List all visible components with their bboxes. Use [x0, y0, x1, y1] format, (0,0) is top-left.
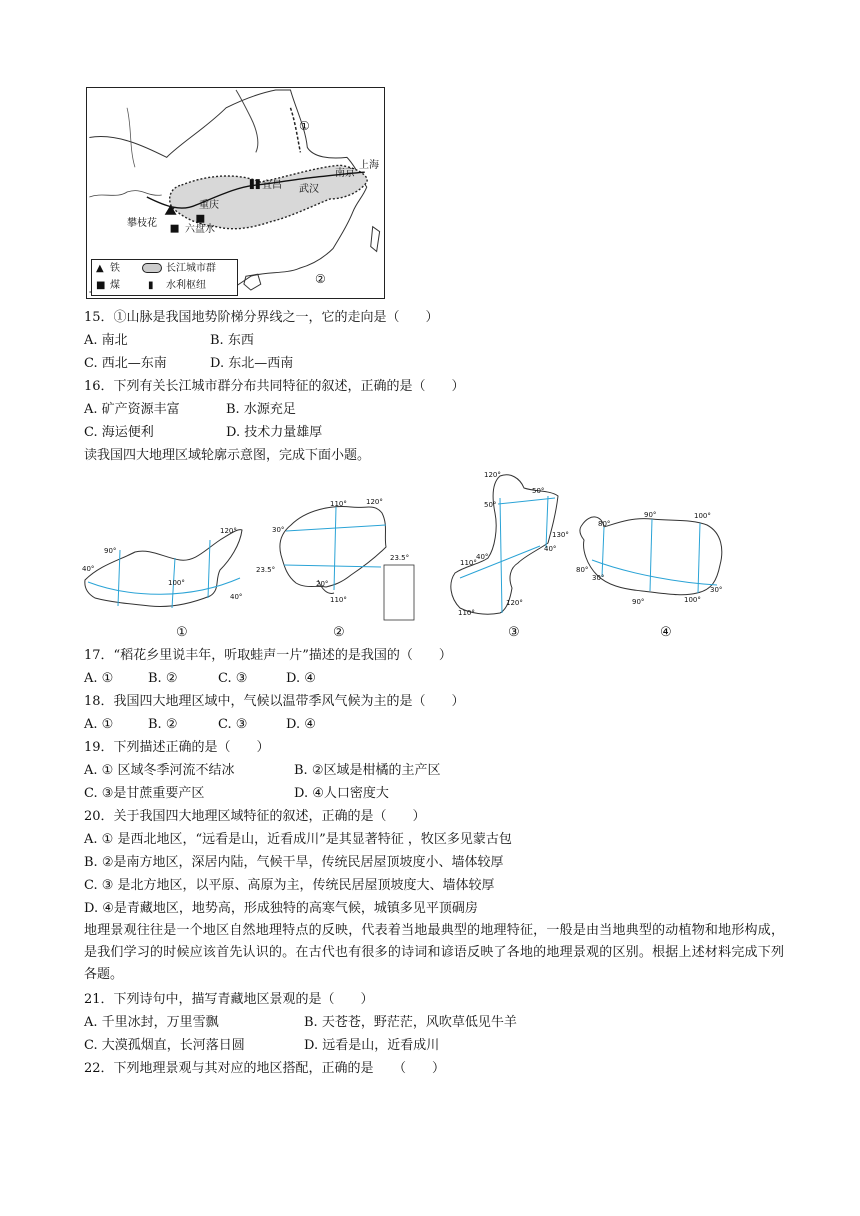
- region-3-lat-4: 40°: [544, 545, 557, 553]
- q20-option-c: C. ③ 是北方地区，以平原、高原为主，传统民居屋顶坡度大、墙体较厚: [84, 878, 495, 893]
- q19-option-d: D. ④人口密度大: [294, 786, 389, 801]
- question-22: 22．下列地理景观与其对应的地区搭配，正确的是 （ ）: [84, 1061, 446, 1076]
- question-16: 16．下列有关长江城市群分布共同特征的叙述，正确的是（ ）: [84, 379, 465, 394]
- region-3-lon-4: 120°: [506, 599, 523, 607]
- q15-option-a: A. 南北: [84, 333, 128, 348]
- region-2-lat-3: 23.5°: [390, 554, 410, 562]
- iron-icon: ▲: [96, 263, 104, 274]
- q16-option-c: C. 海运便利: [84, 425, 154, 440]
- q21-option-b: B. 天苍苍，野茫茫，风吹草低见牛羊: [304, 1015, 517, 1030]
- city-liupanshui: 六盘水: [185, 224, 215, 235]
- q20-option-b: B. ②是南方地区，深居内陆，气候干旱，传统民居屋顶坡度小、墙体较厚: [84, 855, 504, 870]
- question-19: 19．下列描述正确的是（ ）: [84, 740, 270, 755]
- legend-city-group: 长江城市群: [166, 263, 216, 274]
- city-chongqing: 重庆: [199, 200, 219, 211]
- region-map-4: [572, 505, 732, 610]
- region-1-lon-1: 90°: [104, 547, 117, 555]
- q19-option-a: A. ① 区域冬季河流不结冰: [84, 763, 235, 778]
- region-map-3: [440, 468, 575, 623]
- q19-option-b: B. ②区域是柑橘的主产区: [294, 763, 441, 778]
- region-3-lat-3: 40°: [476, 553, 489, 561]
- legend-iron: 铁: [110, 263, 120, 274]
- region-3-lon-5: 110°: [458, 609, 475, 617]
- region-1-lon-2: 100°: [168, 579, 185, 587]
- q21-option-d: D. 远看是山，近看成川: [304, 1038, 440, 1053]
- q15-option-c: C. 西北—东南: [84, 356, 167, 371]
- region-1-lat-1: 40°: [82, 565, 95, 573]
- region-4-lon-6: 100°: [684, 596, 701, 604]
- region-2-lat-4: 20°: [316, 580, 329, 588]
- region-label-2: ②: [333, 625, 345, 640]
- region-4-lon-4: 80°: [576, 566, 589, 574]
- question-17: 17．“稻花乡里说丰年，听取蛙声一片”描述的是我国的（ ）: [84, 648, 452, 663]
- q18-option-d: D. ④: [286, 717, 316, 732]
- yangtze-map: [86, 87, 385, 299]
- q21-option-c: C. 大漠孤烟直，长河落日圆: [84, 1038, 245, 1053]
- city-panzhihua: 攀枝花: [127, 218, 157, 229]
- q17-option-d: D. ④: [286, 671, 316, 686]
- city-yichang: 宜昌: [262, 180, 282, 191]
- q16-option-a: A. 矿产资源丰富: [84, 402, 180, 417]
- sea-label: ②: [315, 272, 326, 286]
- q16-option-b: B. 水源充足: [226, 402, 296, 417]
- question-20: 20．关于我国四大地理区域特征的叙述，正确的是（ ）: [84, 809, 426, 824]
- region-2-lat-2: 23.5°: [256, 566, 276, 574]
- region-map-2: [256, 495, 416, 625]
- region-1-lat-2: 40°: [230, 593, 243, 601]
- region-2-lon-2: 120°: [366, 498, 383, 506]
- q17-option-c: C. ③: [218, 671, 248, 686]
- intro-regions: 读我国四大地理区域轮廓示意图，完成下面小题。: [84, 448, 371, 463]
- region-3-lat-2: 50°: [532, 487, 545, 495]
- region-4-lon-2: 90°: [644, 511, 657, 519]
- legend-coal: 煤: [110, 280, 120, 291]
- q18-option-b: B. ②: [148, 717, 178, 732]
- coal-icon: ■: [96, 280, 106, 291]
- reading-paragraph: 地理景观往往是一个地区自然地理特点的反映，代表着当地最典型的地理特征，一般是由当地典型的动植物和地形构成，是我们学习的时候应该首先认识的。在古代也有很多的诗词和谚语反映了各地的地理景观的区别。根据上述材料完成下列各题。: [84, 923, 784, 982]
- region-4-lon-5: 90°: [632, 598, 645, 606]
- region-2-lon-3: 110°: [330, 596, 347, 604]
- region-4-lat-1: 30°: [592, 574, 605, 582]
- city-shanghai: 上海: [359, 160, 379, 171]
- region-4-lon-3: 100°: [694, 512, 711, 520]
- region-map-1: [80, 520, 250, 615]
- region-3-lon-1: 120°: [484, 471, 501, 479]
- question-21: 21．下列诗句中，描写青藏地区景观的是（ ）: [84, 992, 374, 1007]
- question-15: 15．①山脉是我国地势阶梯分界线之一，它的走向是（ ）: [84, 310, 439, 325]
- region-3-lat-1: 50°: [484, 501, 497, 509]
- q19-option-c: C. ③是甘蔗重要产区: [84, 786, 205, 801]
- q18-option-c: C. ③: [218, 717, 248, 732]
- q20-option-d: D. ④是青藏地区，地势高，形成独特的高寒气候，城镇多见平顶碉房: [84, 901, 478, 916]
- city-group-icon: [142, 263, 162, 273]
- question-18: 18．我国四大地理区域中，气候以温带季风气候为主的是（ ）: [84, 694, 465, 709]
- map-legend: [91, 259, 238, 296]
- q18-option-a: A. ①: [84, 717, 114, 732]
- city-wuhan: 武汉: [299, 184, 319, 195]
- hydro-icon: ▮: [148, 280, 154, 291]
- q15-option-b: B. 东西: [210, 333, 254, 348]
- q17-option-b: B. ②: [148, 671, 178, 686]
- region-2-lat-1: 30°: [272, 526, 285, 534]
- q16-option-d: D. 技术力量雄厚: [226, 425, 323, 440]
- region-label-1: ①: [176, 625, 188, 640]
- region-label-4: ④: [660, 625, 672, 640]
- q20-option-a: A. ① 是西北地区，“远看是山，近看成川”是其显著特征 ，牧区多见蒙古包: [84, 832, 512, 847]
- region-2-lon-1: 110°: [330, 500, 347, 508]
- region-3-lon-3: 110°: [460, 559, 477, 567]
- region-4-lon-1: 80°: [598, 520, 611, 528]
- region-3-lon-2: 130°: [552, 531, 569, 539]
- q17-option-a: A. ①: [84, 671, 114, 686]
- region-1-lon-3: 120°: [220, 527, 237, 535]
- q15-option-d: D. 东北—西南: [210, 356, 294, 371]
- region-4-lat-2: 30°: [710, 586, 723, 594]
- region-label-3: ③: [508, 625, 520, 640]
- q21-option-a: A. 千里冰封，万里雪飘: [84, 1015, 219, 1030]
- city-nanjing: 南京: [335, 168, 355, 179]
- mountain-label: ①: [299, 119, 310, 133]
- legend-hydro: 水利枢纽: [166, 280, 206, 291]
